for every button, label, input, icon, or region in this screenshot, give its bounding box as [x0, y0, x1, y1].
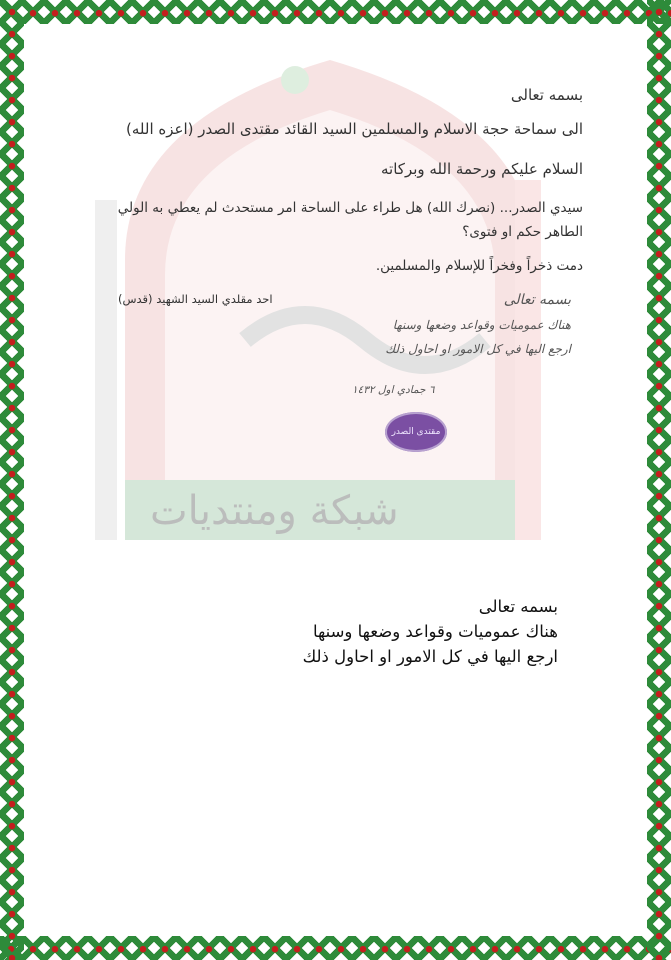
seal-text: مقتدى الصدر: [391, 427, 441, 437]
letter-signature: احد مقلدي السيد الشهيد (قدس): [118, 292, 273, 306]
letter-salutation: بسمه تعالى: [510, 86, 583, 104]
letter-question: سيدي الصدر... (نصرك الله) هل طراء على الساحة امر مستحدث لم يعطي به الولي الطاهر حكم او فتوى؟: [117, 200, 583, 240]
decorative-border-right: [647, 0, 671, 960]
handwritten-line-1: بسمه تعالى: [503, 292, 571, 308]
decorative-border-top: [0, 0, 671, 24]
letter-addressee: الى سماحة حجة الاسلام والمسلمين السيد القائد مقتدى الصدر (اعزه الله): [126, 120, 583, 138]
handwritten-line-2: هناك عموميات وقواعد وضعها وسنها: [392, 318, 571, 332]
letter-closing: دمت ذخراً وفخراً للإسلام والمسلمين.: [375, 258, 583, 274]
typed-reply-line-2: هناك عموميات وقواعد وضعها وسنها: [312, 622, 558, 641]
letter-greeting: السلام عليكم ورحمة الله وبركاته: [381, 160, 583, 178]
official-seal: [385, 412, 447, 452]
typed-reply-line-3: ارجع اليها في كل الامور او احاول ذلك: [302, 647, 558, 666]
decorative-border-bottom: [0, 936, 671, 960]
watermark-text: شبكة ومنتديات: [150, 488, 399, 534]
handwritten-date: ٦ جمادي اول ١٤٣٢: [352, 384, 435, 396]
handwritten-line-3: ارجع اليها في كل الامور او احاول ذلك: [385, 342, 571, 356]
decorative-border-left: [0, 0, 24, 960]
typed-reply-line-1: بسمه تعالى: [478, 597, 558, 616]
